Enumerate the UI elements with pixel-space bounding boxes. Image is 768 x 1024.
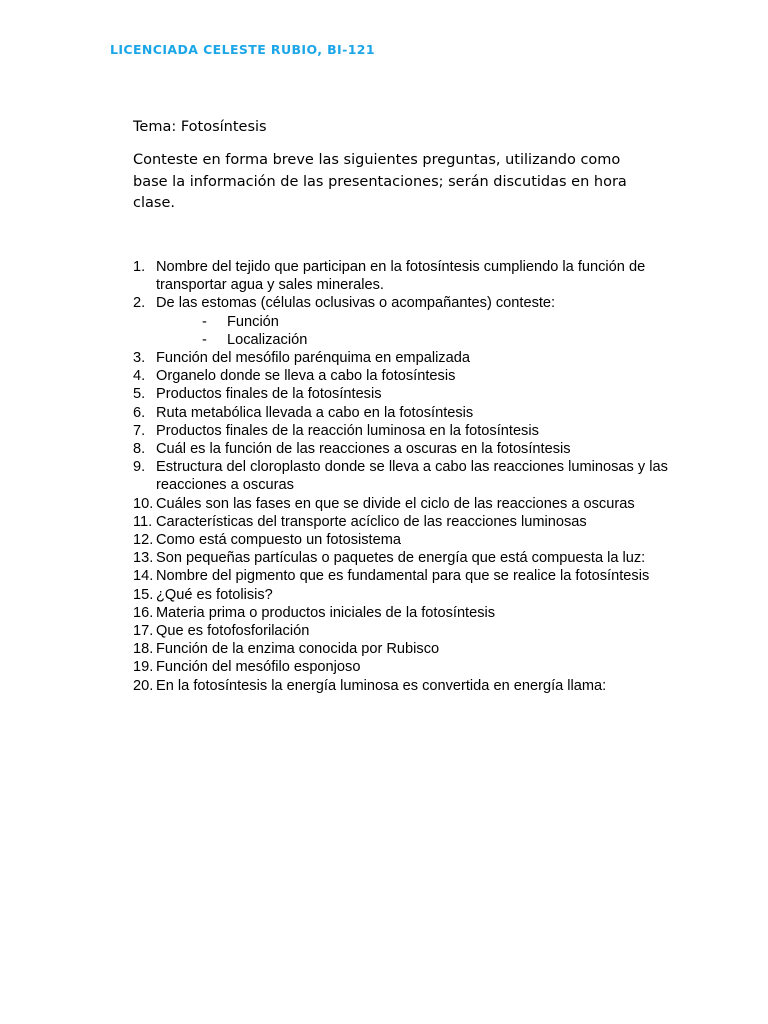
question-text: En la fotosíntesis la energía luminosa es convertida en energía llama: bbox=[156, 677, 607, 694]
question-item bbox=[133, 258, 673, 294]
question-row bbox=[133, 367, 673, 385]
question-item bbox=[133, 440, 673, 458]
question-item bbox=[133, 513, 673, 531]
question-number: 12. bbox=[133, 532, 154, 549]
question-number: 18. bbox=[133, 641, 154, 658]
question-row bbox=[133, 495, 673, 513]
question-row bbox=[133, 531, 673, 549]
question-item bbox=[133, 367, 673, 385]
question-text: Materia prima o productos iniciales de la fotosíntesis bbox=[156, 604, 496, 621]
question-subitem bbox=[133, 331, 673, 349]
question-item bbox=[133, 640, 673, 658]
question-text: Organelo donde se lleva a cabo la fotosíntesis bbox=[156, 368, 456, 385]
question-row bbox=[133, 258, 673, 294]
question-number: 6. bbox=[133, 404, 146, 421]
subitem-bullet: - bbox=[202, 331, 207, 348]
question-text: Nombre del pigmento que es fundamental para que se realice la fotosíntesis bbox=[156, 568, 650, 585]
question-text: Función del mesófilo parénquima en empalizada bbox=[156, 350, 470, 367]
question-number: 14. bbox=[133, 568, 154, 585]
question-row bbox=[133, 549, 673, 567]
question-text: Como está compuesto un fotosistema bbox=[156, 532, 401, 549]
question-number: 3. bbox=[133, 350, 146, 367]
questions-list bbox=[133, 258, 673, 695]
question-number: 15. bbox=[133, 586, 154, 603]
question-text: ¿Qué es fotolisis? bbox=[156, 586, 273, 603]
subitem-text: Función bbox=[227, 313, 279, 330]
question-item bbox=[133, 294, 673, 349]
question-row bbox=[133, 404, 673, 422]
question-item bbox=[133, 495, 673, 513]
question-row bbox=[133, 513, 673, 531]
question-item bbox=[133, 404, 673, 422]
question-number: 10. bbox=[133, 495, 154, 512]
question-row bbox=[133, 385, 673, 403]
question-number: 11. bbox=[133, 513, 153, 530]
question-item bbox=[133, 567, 673, 585]
question-number: 4. bbox=[133, 368, 146, 385]
question-row bbox=[133, 622, 673, 640]
question-row bbox=[133, 294, 673, 312]
question-text: De las estomas (células oclusivas o acompañantes) conteste: bbox=[156, 295, 556, 312]
question-text: Nombre del tejido que participan en la fotosíntesis cumpliendo la función de transportar agua y sales minerales. bbox=[156, 259, 646, 294]
question-number: 19. bbox=[133, 659, 154, 676]
question-item bbox=[133, 658, 673, 676]
question-text: Ruta metabólica llevada a cabo en la fotosíntesis bbox=[156, 404, 474, 421]
question-item bbox=[133, 549, 673, 567]
question-item bbox=[133, 385, 673, 403]
question-row bbox=[133, 567, 673, 585]
question-number: 17. bbox=[133, 623, 154, 640]
question-number: 16. bbox=[133, 604, 154, 621]
question-item bbox=[133, 422, 673, 440]
question-row bbox=[133, 677, 673, 695]
question-item bbox=[133, 677, 673, 695]
question-row bbox=[133, 440, 673, 458]
question-text: Cuáles son las fases en que se divide el ciclo de las reacciones a oscuras bbox=[156, 495, 635, 512]
question-row bbox=[133, 586, 673, 604]
question-text: Cuál es la función de las reacciones a oscuras en la fotosíntesis bbox=[156, 441, 571, 458]
document-header: LICENCIADA CELESTE RUBIO, BI-121 bbox=[110, 42, 375, 57]
question-row bbox=[133, 640, 673, 658]
question-row bbox=[133, 458, 673, 494]
question-row bbox=[133, 658, 673, 676]
question-item bbox=[133, 604, 673, 622]
question-row bbox=[133, 422, 673, 440]
question-item bbox=[133, 458, 673, 494]
question-row bbox=[133, 604, 673, 622]
question-text: Productos finales de la reacción luminosa en la fotosíntesis bbox=[156, 422, 539, 439]
question-number: 5. bbox=[133, 386, 146, 403]
question-text: Características del transporte acíclico de las reacciones luminosas bbox=[156, 513, 587, 530]
question-item bbox=[133, 622, 673, 640]
subitem-text: Localización bbox=[227, 331, 308, 348]
question-number: 9. bbox=[133, 459, 146, 476]
question-number: 7. bbox=[133, 422, 146, 439]
question-number: 1. bbox=[133, 259, 146, 275]
question-text: Estructura del cloroplasto donde se lleva a cabo las reacciones luminosas y las reacciones a oscuras bbox=[156, 459, 668, 494]
question-text: Son pequeñas partículas o paquetes de energía que está compuesta la luz: bbox=[156, 550, 646, 567]
question-text: Productos finales de la fotosíntesis bbox=[156, 386, 382, 403]
question-item bbox=[133, 349, 673, 367]
question-text: Función de la enzima conocida por Rubisco bbox=[156, 641, 440, 658]
subitem-bullet: - bbox=[202, 313, 207, 330]
question-text: Que es fotofosforilación bbox=[156, 623, 310, 640]
question-item bbox=[133, 531, 673, 549]
question-number: 13. bbox=[133, 550, 154, 567]
topic-title: Tema: Fotosíntesis bbox=[133, 119, 267, 135]
question-row bbox=[133, 349, 673, 367]
question-number: 2. bbox=[133, 295, 146, 312]
question-item bbox=[133, 586, 673, 604]
question-text: Función del mesófilo esponjoso bbox=[156, 659, 361, 676]
instructions-paragraph: Conteste en forma breve las siguientes preguntas, utilizando como base la información de las presentaciones; serán discutidas en hora clase. bbox=[133, 152, 627, 211]
question-subitem bbox=[133, 313, 673, 331]
question-number: 20. bbox=[133, 677, 154, 694]
question-number: 8. bbox=[133, 441, 146, 458]
